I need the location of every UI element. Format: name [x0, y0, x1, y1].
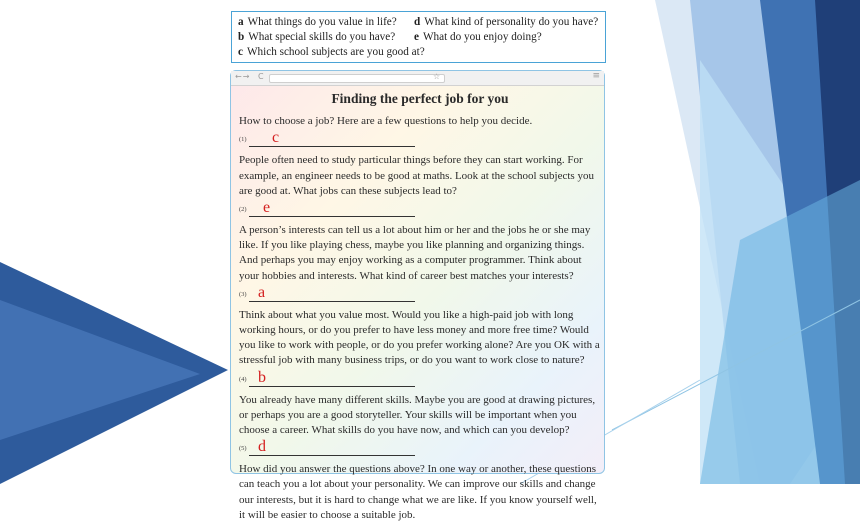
browser-toolbar: [231, 71, 604, 86]
option-e: [414, 30, 542, 45]
option-b: [238, 30, 395, 45]
browser-window: [230, 70, 605, 521]
blank-line: [249, 455, 415, 456]
blank-answer: d: [258, 438, 266, 456]
blank-line: [249, 216, 415, 217]
blank-answer: e: [263, 199, 271, 217]
paragraph-1: People often need to study particular things before they can start working. For example, an engineer needs to be good at maths. Look at the school subjects you are good at. What jobs can these subjects lead to?: [239, 154, 594, 197]
paragraph-2: A person’s interests can tell us a lot about him or her and the jobs he or she may like. If you like playing chess, maybe you like planning and organizing things. And perhaps you may enjoy working as a computer programmer. Think about your hobbies and interests. What kind of career best matches your interests?: [239, 224, 591, 282]
back-forward-icon[interactable]: ←→: [235, 72, 251, 81]
blank-line: [249, 386, 415, 387]
paragraph-4: You already have many different skills. Maybe you are good at drawing pictures, or perhaps you are a good storyteller. Your skills will be important when you choose a career. What skills do you have now, and which can you develop?: [239, 393, 596, 437]
options-box: [231, 11, 606, 63]
paragraph-5: How did you answer the questions above? In one way or another, these questions can teach you a lot about your personality. We can improve our skills and change our interests, but it is hard to change what we are like. If you know yourself well, it will be easier to choose a suitable job.: [239, 463, 597, 521]
option-text: What kind of personality do you have?: [424, 16, 599, 28]
blank-number: (3): [239, 290, 247, 298]
blank-answer: c: [272, 129, 280, 147]
option-text: Which school subjects are you good at?: [246, 46, 425, 58]
blank-5: [239, 438, 601, 462]
blank-answer: b: [258, 368, 266, 386]
article-title: Finding the perfect job for you: [331, 91, 509, 106]
star-icon[interactable]: ☆: [433, 72, 441, 81]
blank-2: [239, 199, 601, 223]
option-letter: e: [414, 31, 419, 43]
article: [239, 91, 601, 523]
blank-1: [239, 129, 601, 153]
blank-answer: a: [258, 283, 266, 301]
menu-icon[interactable]: ≡: [592, 71, 600, 81]
blank-3: [239, 284, 601, 308]
option-letter: d: [414, 16, 421, 28]
paragraph-3: Think about what you value most. Would you like a high-paid job with long working hours, or do you prefer to have less money and more free time? Would you like to work with people, or do you prefer working alone? Are you OK with a stressful job with many business trips, or do you want to work close to nature?: [239, 308, 600, 367]
option-text: What do you enjoy doing?: [422, 31, 542, 43]
blank-line: [249, 301, 415, 302]
option-d: [414, 15, 598, 30]
option-a: [238, 15, 397, 30]
blank-number: (5): [239, 445, 247, 453]
blank-number: (2): [239, 206, 247, 214]
blank-4: [239, 369, 601, 393]
blank-number: (1): [239, 136, 247, 144]
reload-icon[interactable]: C: [258, 72, 264, 81]
article-intro: How to choose a job? Here are a few questions to help you decide.: [239, 115, 533, 128]
option-letter: c: [238, 46, 243, 58]
option-text: What special skills do you have?: [248, 31, 396, 43]
blank-number: (4): [239, 375, 247, 383]
option-text: What things do you value in life?: [247, 16, 397, 28]
option-letter: a: [238, 16, 244, 28]
option-c: [238, 45, 425, 60]
option-letter: b: [238, 31, 245, 43]
address-bar[interactable]: [269, 74, 445, 83]
